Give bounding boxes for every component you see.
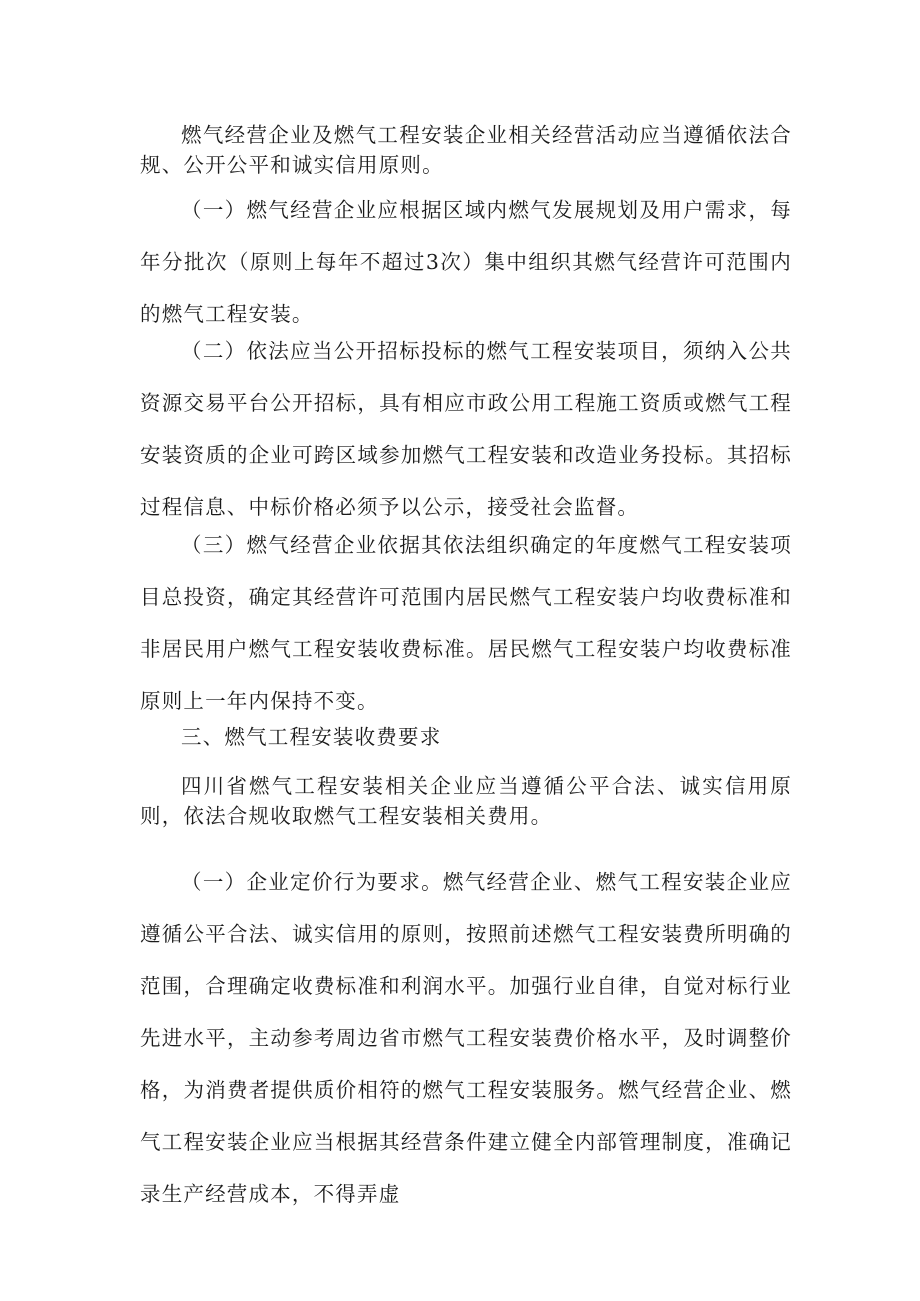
paragraph-item-2: （二）依法应当公开招标投标的燃气工程安装项目，须纳入公共资源交易平台公开招标，具有相应市政公用工程施工资质或燃气工程安装资质的企业可跨区域参加燃气工程安装和改造业务投标。其招标过程信息、中标价格必须予以公示，接受社会监督。 — [140, 339, 792, 519]
section-heading: 三、燃气工程安装收费要求 — [181, 725, 442, 749]
paragraph-section-intro: 四川省燃气工程安装相关企业应当遵循公平合法、诚实信用原则，依法合规收取燃气工程安装相关费用。 — [140, 774, 792, 828]
paragraph-pricing-requirements: （一）企业定价行为要求。燃气经营企业、燃气工程安装企业应遵循公平合法、诚实信用的原则，按照前述燃气工程安装费所明确的范围，合理确定收费标准和利润水平。加强行业自律，自觉对标行业先进水平，主动参考周边省市燃气工程安装费价格水平，及时调整价格，为消费者提供质价相符的燃气工程安装服务。燃气经营企业、燃气工程安装企业应当根据其经营条件建立健全内部管理制度，准确记录生产经营成本，不得弄虚 — [140, 870, 792, 1206]
paragraph-item-3: （三）燃气经营企业依据其依法组织确定的年度燃气工程安装项目总投资，确定其经营许可范围内居民燃气工程安装户均收费标准和非居民用户燃气工程安装收费标准。居民燃气工程安装户均收费标准原则上一年内保持不变。 — [140, 533, 792, 713]
paragraph-intro: 燃气经营企业及燃气工程安装企业相关经营活动应当遵循依法合规、公开公平和诚实信用原则。 — [140, 123, 792, 177]
paragraph-item-1: （一）燃气经营企业应根据区域内燃气发展规划及用户需求，每年分批次（原则上每年不超过3次）集中组织其燃气经营许可范围内的燃气工程安装。 — [140, 198, 792, 326]
